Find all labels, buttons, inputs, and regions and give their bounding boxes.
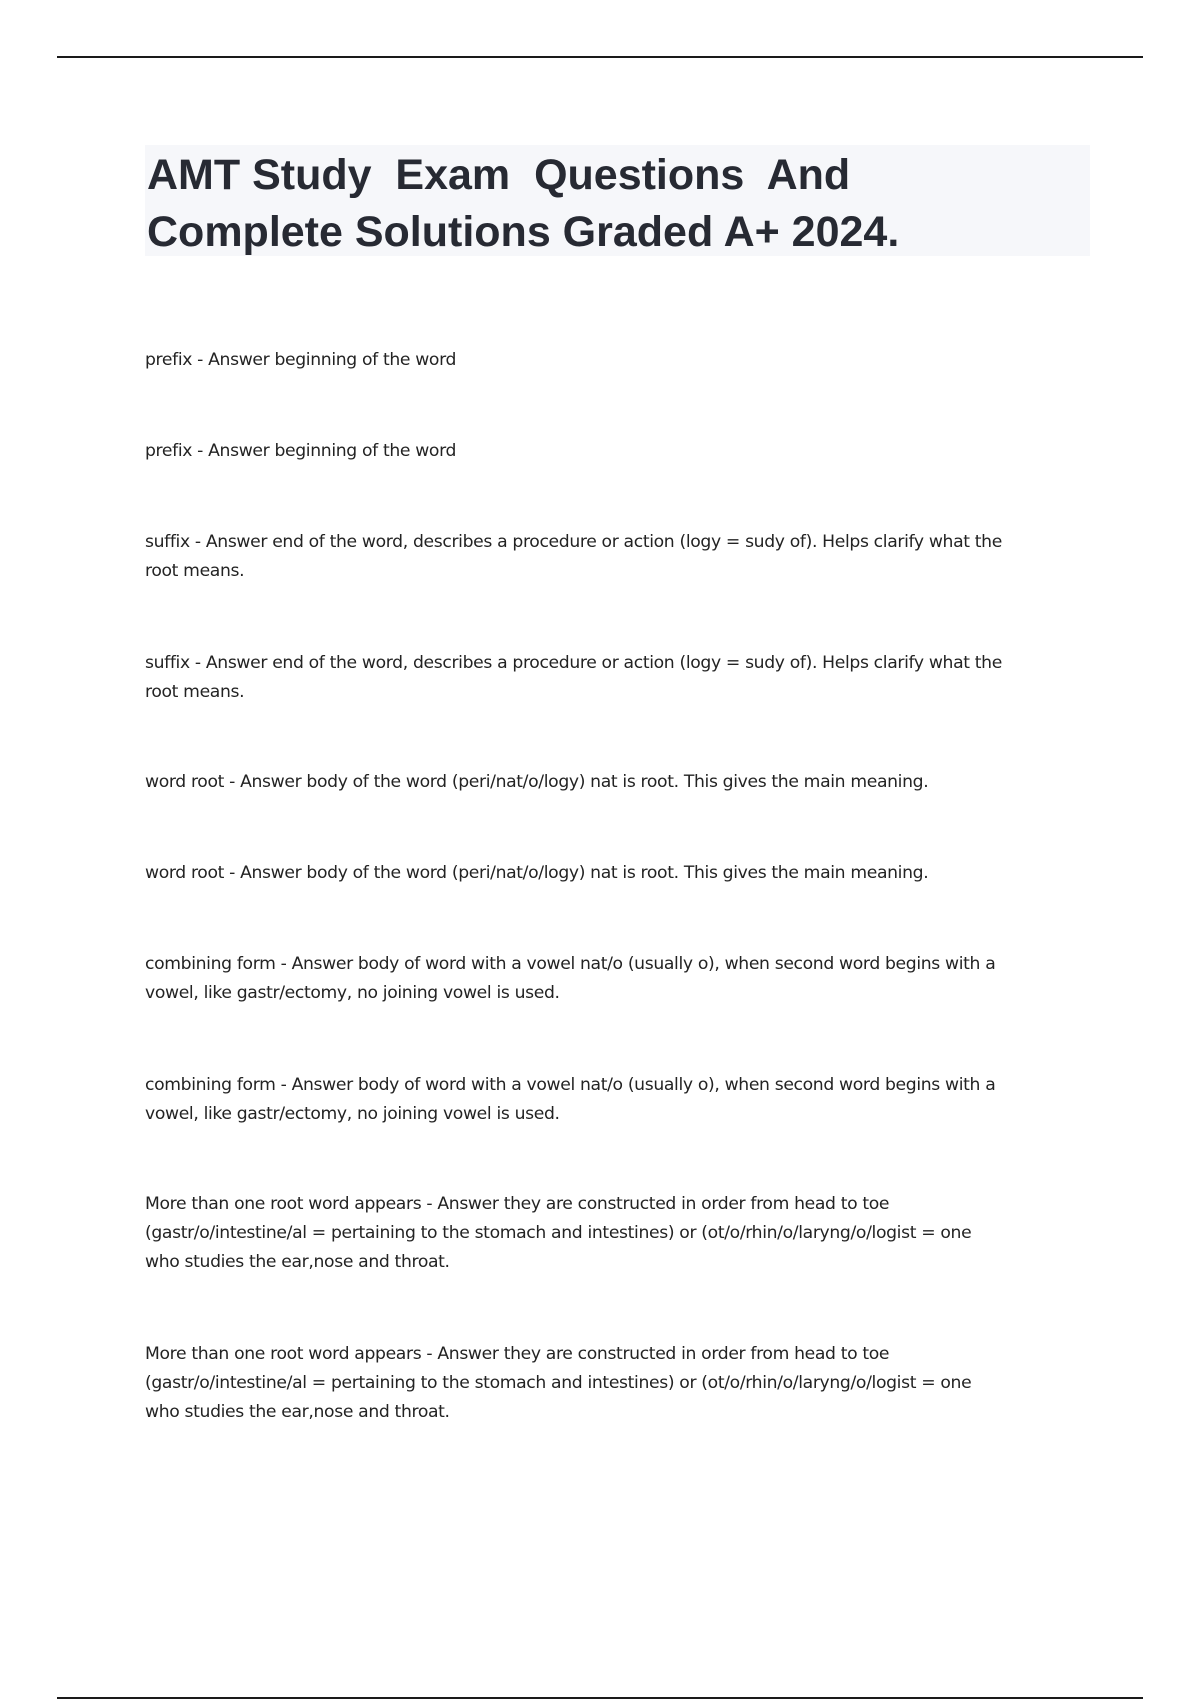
qa-line: word root - Answer body of the word (peri/nat/o/logy) nat is root. This gives the main meaning. [145, 863, 929, 883]
qa-line: combining form - Answer body of word with a vowel nat/o (usually o), when second word begins with a [145, 1075, 996, 1095]
qa-line: root means. [145, 682, 245, 702]
qa-entry-root-word-order-2 [145, 1340, 1085, 1427]
qa-line: vowel, like gastr/ectomy, no joining vowel is used. [145, 983, 560, 1003]
qa-line: who studies the ear,nose and throat. [145, 1402, 450, 1422]
qa-line: More than one root word appears - Answer they are constructed in order from head to toe [145, 1344, 890, 1364]
qa-line: prefix - Answer beginning of the word [145, 441, 457, 461]
qa-line: (gastr/o/intestine/al = pertaining to the stomach and intestines) or (ot/o/rhin/o/laryng/o/logist = one [145, 1373, 972, 1393]
footer-rule [57, 1697, 1143, 1699]
qa-line: word root - Answer body of the word (peri/nat/o/logy) nat is root. This gives the main meaning. [145, 772, 929, 792]
qa-line: (gastr/o/intestine/al = pertaining to the stomach and intestines) or (ot/o/rhin/o/laryng/o/logist = one [145, 1223, 972, 1243]
qa-entry-root-word-order-1 [145, 1190, 1085, 1277]
qa-line: prefix - Answer beginning of the word [145, 350, 457, 370]
qa-entry-combining-form-1 [145, 950, 1085, 1008]
qa-line: More than one root word appears - Answer they are constructed in order from head to toe [145, 1194, 890, 1214]
qa-line: suffix - Answer end of the word, describes a procedure or action (logy = sudy of). Helps clarify what the [145, 532, 1002, 552]
qa-line: vowel, like gastr/ectomy, no joining vowel is used. [145, 1104, 560, 1124]
qa-line: combining form - Answer body of word with a vowel nat/o (usually o), when second word begins with a [145, 954, 996, 974]
qa-entry-prefix-1 [145, 346, 1085, 375]
header-rule [57, 56, 1143, 58]
qa-line: root means. [145, 561, 245, 581]
title-line-2: Complete Solutions Graded A+ 2024. [147, 208, 900, 256]
qa-entry-word-root-1 [145, 768, 1085, 797]
qa-entry-suffix-2 [145, 649, 1085, 707]
qa-entry-word-root-2 [145, 859, 1085, 888]
qa-line: who studies the ear,nose and throat. [145, 1252, 450, 1272]
title-block [145, 145, 1090, 256]
qa-entry-prefix-2 [145, 437, 1085, 466]
qa-line: suffix - Answer end of the word, describes a procedure or action (logy = sudy of). Helps clarify what the [145, 653, 1002, 673]
title-line-1: AMT Study Exam Questions And [147, 151, 851, 199]
qa-entry-combining-form-2 [145, 1071, 1085, 1129]
qa-entry-suffix-1 [145, 528, 1085, 586]
page-title [145, 145, 1090, 261]
